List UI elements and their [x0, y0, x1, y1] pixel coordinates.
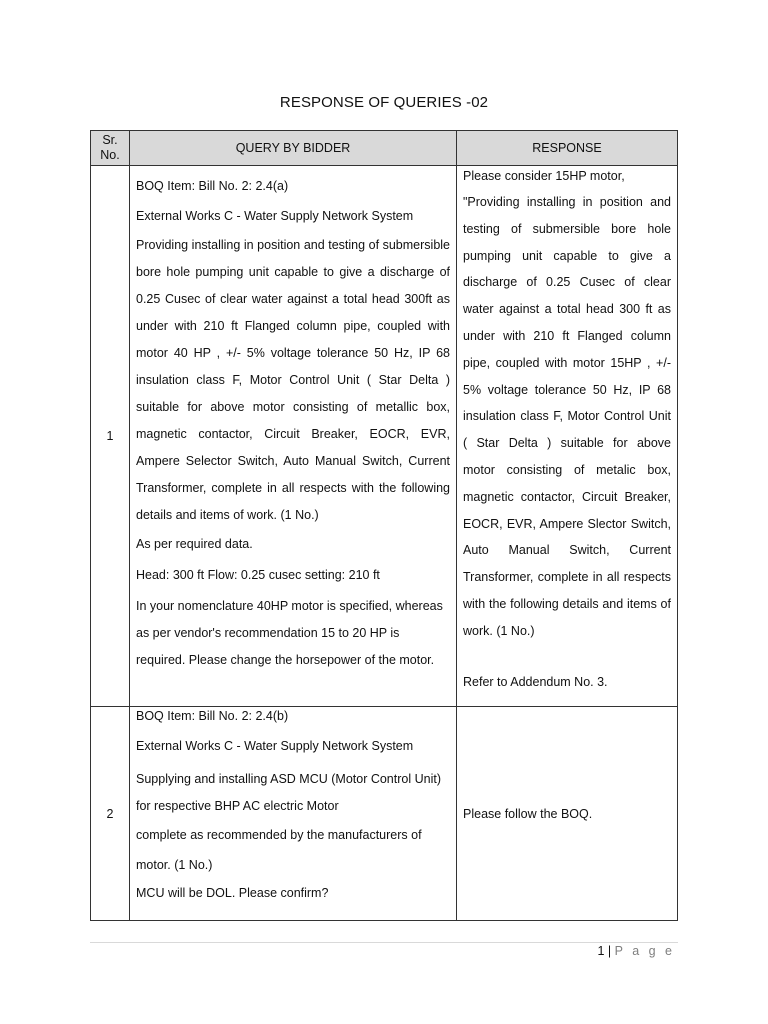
queries-table	[90, 130, 678, 921]
page-number: 1	[597, 944, 605, 958]
footer-divider	[90, 942, 678, 943]
page-footer	[597, 944, 675, 958]
query-data: Head: 300 ft Flow: 0.25 cusec setting: 210 ft	[136, 568, 380, 582]
query-note: As per required data.	[136, 537, 253, 551]
table-row	[91, 707, 678, 921]
page-label: P a g e	[614, 944, 675, 958]
header-response: RESPONSE	[457, 131, 678, 166]
query-description-cont: complete as recommended by the manufacturers of motor. (1 No.)	[136, 828, 422, 872]
document-title: RESPONSE OF QUERIES -02	[279, 94, 489, 111]
boq-item: BOQ Item: Bill No. 2: 2.4(b)	[136, 709, 289, 723]
response-description: "Providing installing in position and testing of submersible bore hole pumping unit capable to give a discharge of 0.25 Cusec of clear water against a total head 300 ft as under with 210 ft Flanged column pipe, coupled with motor 15HP , +/- 5% voltage tolerance 50 Hz, IP 68 insulation class F, Motor Control Unit ( Star Delta ) suitable for above motor consisting of metalic box, magnetic contactor, Circuit Breaker, EOCR, EVR, Ampere Slector Switch, Auto Manual Switch, Current Transformer, complete in all respects with the following details and items of work. (1 No.)	[463, 195, 671, 638]
header-sr-no: Sr. No.	[91, 131, 130, 166]
response-intro: Please consider 15HP motor,	[463, 169, 625, 183]
works-heading: External Works C - Water Supply Network System	[136, 739, 414, 753]
query-cell	[130, 707, 457, 921]
response-cell	[457, 707, 678, 921]
query-description: Supplying and installing ASD MCU (Motor Control Unit) for respective BHP AC electric Motor	[136, 772, 441, 813]
query-request: In your nomenclature 40HP motor is specified, whereas as per vendor's recommendation 15 to 20 HP is required. Please change the horsepower of the motor.	[136, 599, 443, 667]
sr-number: 1	[91, 166, 130, 707]
query-cell	[130, 166, 457, 707]
table-row	[91, 166, 678, 707]
table-header-row	[91, 131, 678, 166]
response-text: Please follow the BOQ.	[463, 806, 593, 821]
header-query: QUERY BY BIDDER	[130, 131, 457, 166]
query-request: MCU will be DOL. Please confirm?	[136, 886, 329, 900]
sr-number: 2	[91, 707, 130, 921]
works-heading: External Works C - Water Supply Network System	[136, 209, 414, 223]
response-reference: Refer to Addendum No. 3.	[463, 674, 608, 689]
boq-item: BOQ Item: Bill No. 2: 2.4(a)	[136, 179, 289, 193]
footer-separator: |	[607, 944, 612, 958]
query-description: Providing installing in position and testing of submersible bore hole pumping unit capable to give a discharge of 0.25 Cusec of clear water against a total head 300ft as under with 210 ft Flanged column pipe, coupled with motor 40 HP , +/- 5% voltage tolerance 50 Hz, IP 68 insulation class F, Motor Control Unit ( Star Delta ) suitable for above motor consisting of metallic box, magnetic contactor, Circuit Breaker, EOCR, EVR, Ampere Selector Switch, Auto Manual Switch, Current Transformer, complete in all respects with the following details and items of work. (1 No.)	[136, 238, 450, 522]
response-cell	[457, 166, 678, 707]
